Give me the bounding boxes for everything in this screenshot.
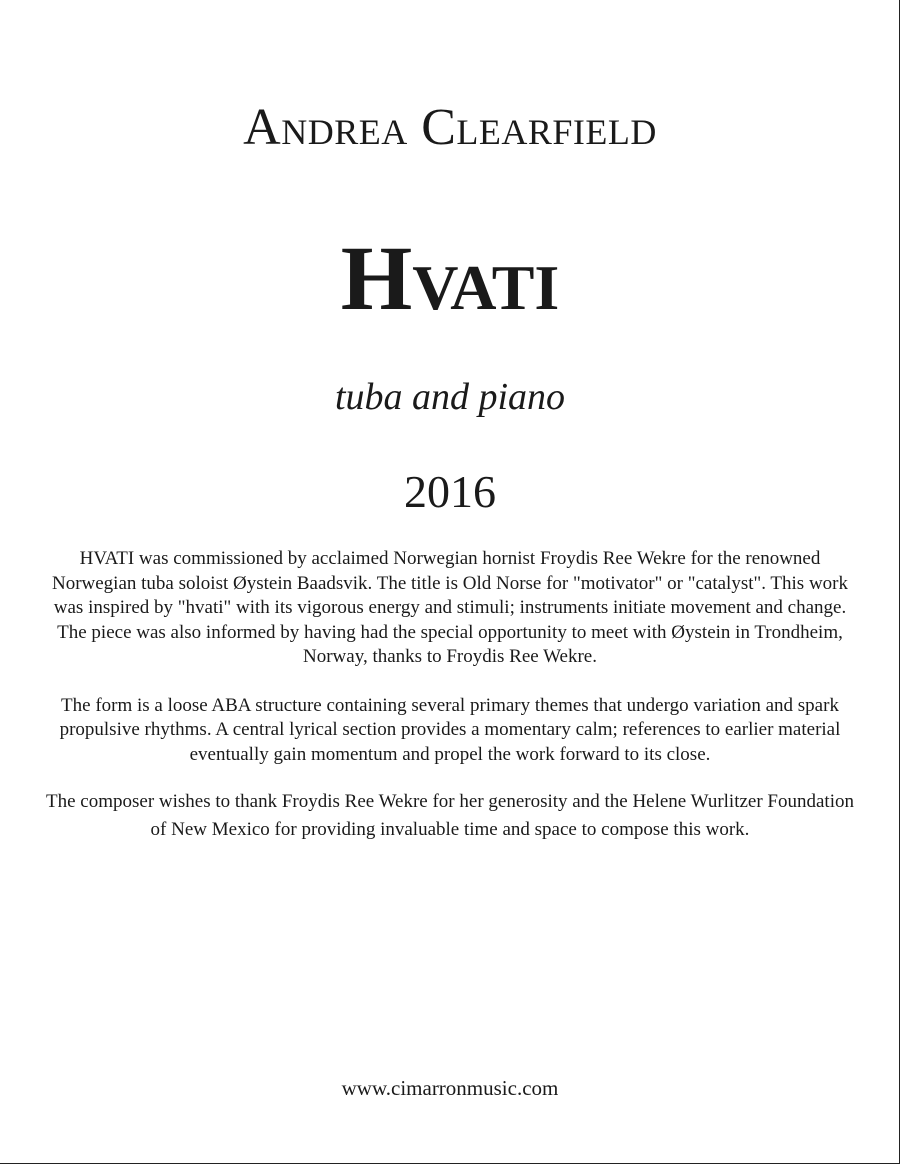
program-notes [40,547,860,844]
acknowledgement-paragraph: The composer wishes to thank Froydis Ree Wekre for her generosity and the Helene Wurlitzer Foundation of New Mexico for providing invaluable time and space to compose this work. [46,791,854,840]
composition-year: 2016 [404,466,496,517]
composer-name: Andrea Clearfield [243,99,657,156]
work-title: Hvati [340,227,560,329]
program-note-paragraph: The form is a loose ABA structure containing several primary themes that undergo variation and spark propulsive rhythms. A central lyrical section provides a momentary calm; references to earlier material eventually gain momentum and propel the work forward to its close. [59,694,841,765]
instrumentation: tuba and piano [334,376,566,418]
publisher-website: www.cimarronmusic.com [341,1076,559,1100]
program-note-paragraph: HVATI was commissioned by acclaimed Norwegian hornist Froydis Ree Wekre for the renowned Norwegian tuba soloist Øystein Baadsvik. The title is Old Norse for "motivator" or "catalyst". This work was inspired by "hvati" with its vigorous energy and stimuli; instruments initiate movement and change. The piece was also informed by having had the special opportunity to meet with Øystein in Trondheim, Norway, thanks to Froydis Ree Wekre. [51,548,848,667]
